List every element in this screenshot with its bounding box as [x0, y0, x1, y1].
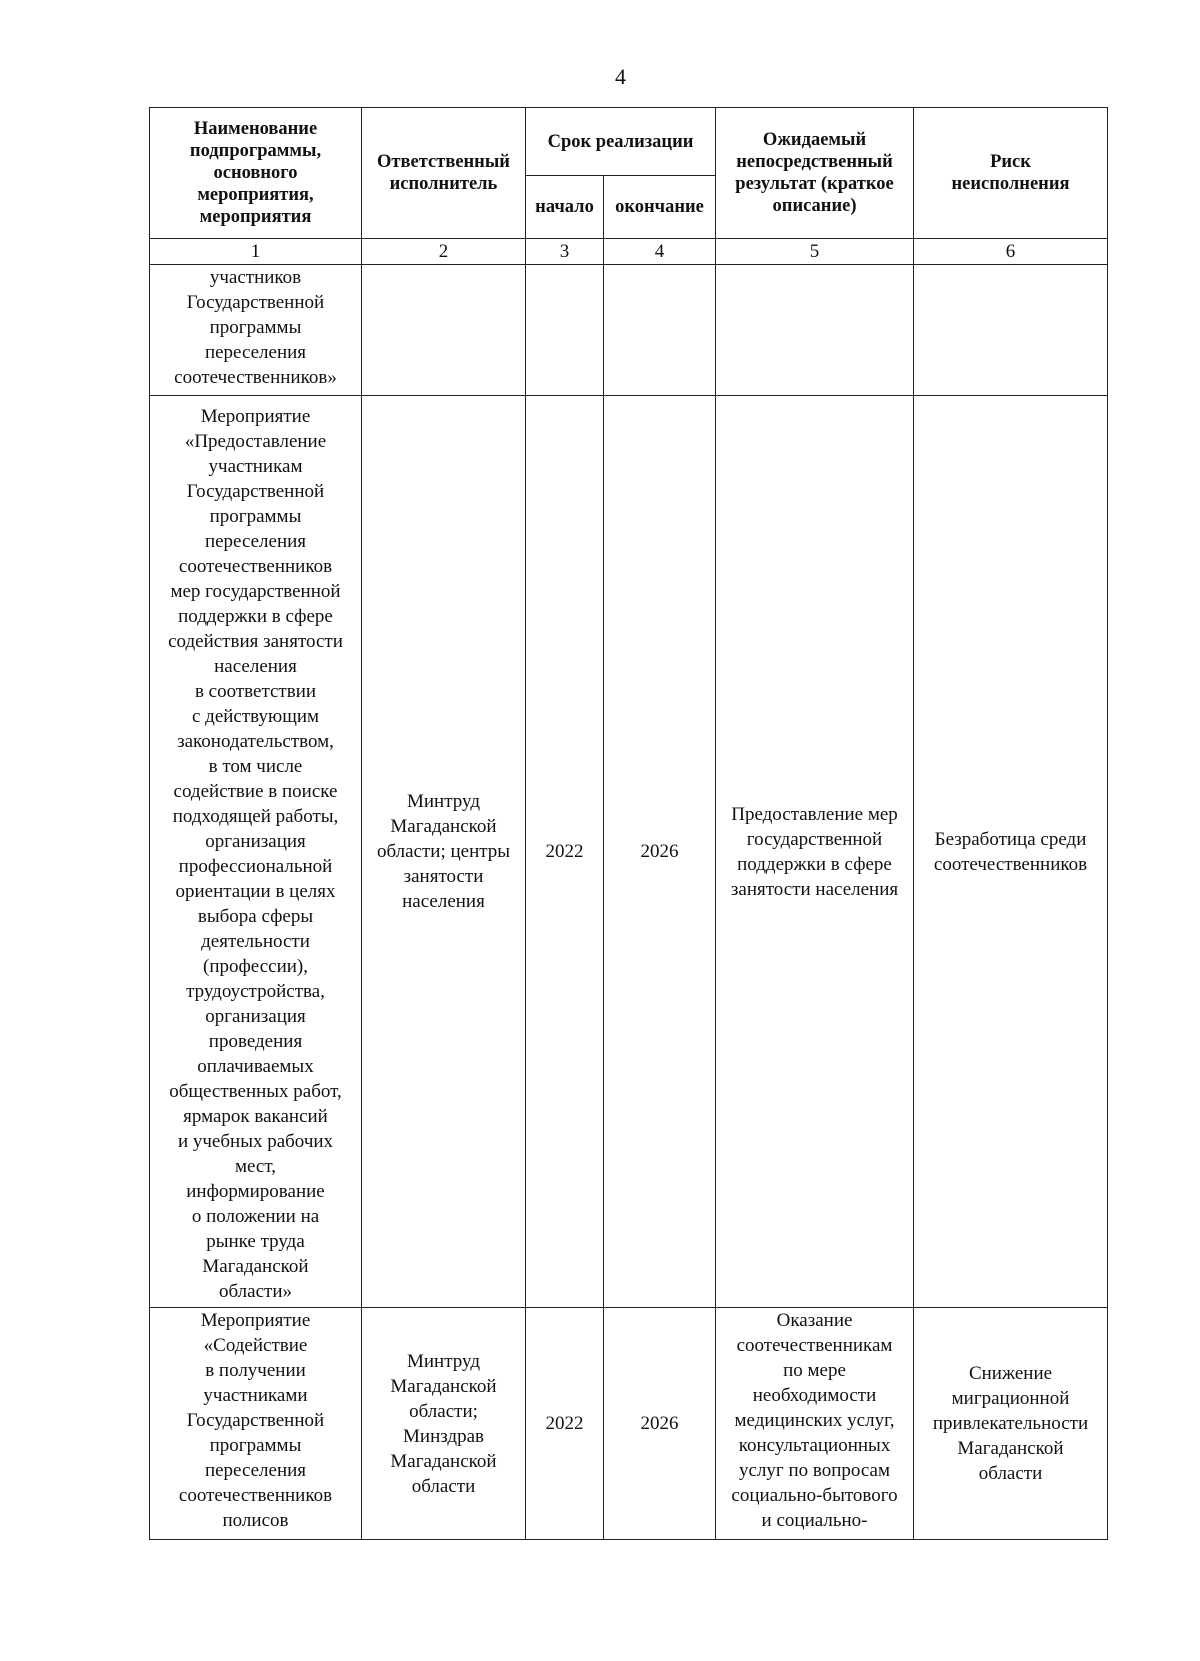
- row-start: 2022: [526, 1308, 604, 1540]
- row-executor: [362, 265, 526, 396]
- row-start: 2022: [526, 396, 604, 1308]
- header-name: Наименование подпрограммы, основного мероприятия, мероприятия: [150, 108, 362, 239]
- program-table: [149, 107, 1108, 1540]
- column-number: 2: [362, 239, 526, 265]
- row-name: Мероприятие «Предоставление участникам Государственной программы переселения соотечественников мер государственной поддержки в сфере содействия занятости населения в соответствии с действующим законодательством, в том числе содействие в поиске подходящей работы, организация профессиональной ориентации в целях выбора сферы деятельности (профессии), трудоустройства, организация проведения оплачиваемых общественных работ, ярмарок вакансий и учебных рабочих мест, информирование о положении на рынке труда Магаданской области»: [150, 396, 362, 1308]
- row-name: участников Государственной программы переселения соотечественников»: [150, 265, 362, 396]
- header-start: начало: [526, 176, 604, 239]
- row-executor: Минтруд Магаданской области; Минздрав Магаданской области: [362, 1308, 526, 1540]
- row-name: Мероприятие «Содействие в получении участниками Государственной программы переселения соотечественников полисов: [150, 1308, 362, 1540]
- header-end: окончание: [604, 176, 716, 239]
- row-result: Оказание соотечественникам по мере необходимости медицинских услуг, консультационных услуг по вопросам социально-бытового и социально-: [716, 1308, 914, 1540]
- row-executor: Минтруд Магаданской области; центры занятости населения: [362, 396, 526, 1308]
- header-result: Ожидаемый непосредственный результат (краткое описание): [716, 108, 914, 239]
- row-result: [716, 265, 914, 396]
- header-period: Срок реализации: [526, 108, 716, 176]
- table-row: [150, 396, 1108, 1308]
- row-end: 2026: [604, 1308, 716, 1540]
- row-start: [526, 265, 604, 396]
- column-number: 1: [150, 239, 362, 265]
- page-number: 4: [615, 64, 626, 89]
- row-end: [604, 265, 716, 396]
- row-risk: [914, 265, 1108, 396]
- row-risk: Снижение миграционной привлекательности Магаданской области: [914, 1308, 1108, 1540]
- row-end: 2026: [604, 396, 716, 1308]
- column-number: 4: [604, 239, 716, 265]
- column-number: 3: [526, 239, 604, 265]
- row-result: Предоставление мер государственной поддержки в сфере занятости населения: [716, 396, 914, 1308]
- table-row: [150, 1308, 1108, 1540]
- header-risk: Риск неисполнения: [914, 108, 1108, 239]
- column-number: 5: [716, 239, 914, 265]
- row-risk: Безработица среди соотечественников: [914, 396, 1108, 1308]
- header-executor: Ответственный исполнитель: [362, 108, 526, 239]
- table-row: [150, 265, 1108, 396]
- column-number: 6: [914, 239, 1108, 265]
